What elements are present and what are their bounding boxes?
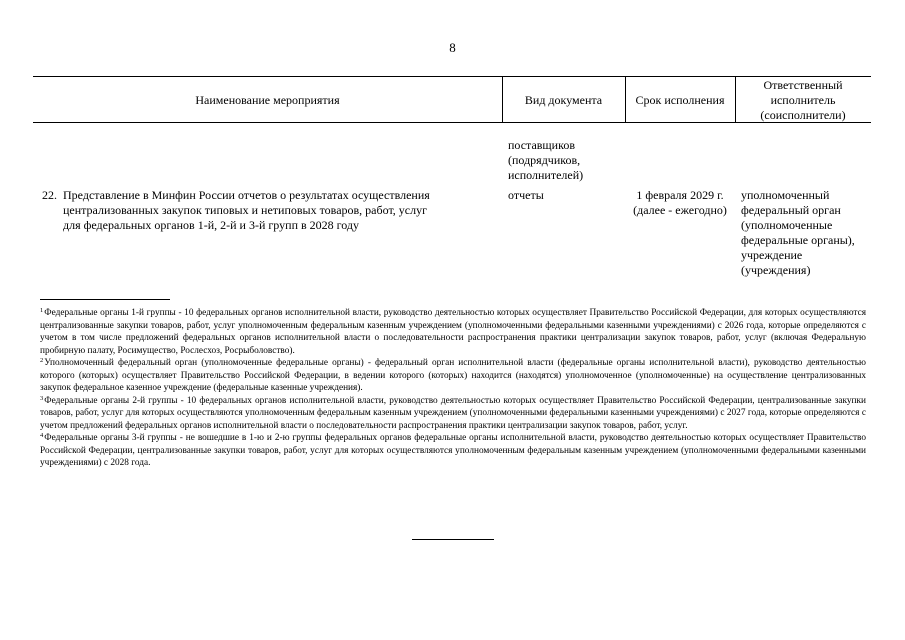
row-deadline: 1 февраля 2029 г. (далее - ежегодно) [633,188,727,217]
footnote-3 [40,395,866,433]
footnote-mark: 2 [40,357,44,364]
footnote-mark: 4 [40,432,44,439]
row-number: 22. [42,188,57,202]
header-responsible: Ответственный исполнитель (соисполнители) [760,78,846,122]
footnotes [40,307,866,470]
table-top-border [33,76,871,77]
row-responsible: уполномоченный федеральный орган (уполномоченные федеральные органы), учреждение (учреждения) [741,188,855,277]
footnote-mark: 1 [40,307,44,314]
header-doc-type: Вид документа [524,93,603,107]
footnote-1 [40,307,866,357]
header-deadline: Срок исполнения [635,93,725,107]
row-doc-type: отчеты [508,188,544,202]
row-measure-name: Представление в Минфин России отчетов о результатах осуществления централизованных закупок типовых и нетиповых товаров, работ, услуг для федеральных органов 1-й, 2-й и 3-й групп в 2028 году [63,188,430,232]
footnote-text: Уполномоченный федеральный орган (уполномоченные федеральные органы) - федеральный орган исполнительной власти (федеральные органы исполнительной власти), руководство деятельностью которого (которых) осуществляет Правительство Российской Федерации, в ведении которого (которых) находится (находятся) уполномоченное (уполномоченные) на осуществление централизованных закупок федеральное казенное учреждение (федеральные казенные учреждения). [40,358,866,393]
footnote-mark: 3 [40,394,44,402]
page-number: 8 [449,40,456,55]
footnote-text: Федеральные органы 1-й группы - 10 федеральных органов исполнительной власти, руководство деятельностью которых осуществляет Правительство Российской Федерации, для которых осуществляются централизованные закупки товаров, работ, услуг уполномоченным федеральным казенным учреждением (уполномоченными федеральными казенными учреждениями) с 2026 года, которые определяются с учетом в том числе предложений федеральных органов исполнительной власти о последовательности распространения практики централизации закупок товаров, работ, услуг (включая Федеральную пробирную палату, Росимущество, Рослесхоз, Росрыболовство). [40,308,866,356]
footnote-4 [40,432,866,470]
footnote-text: Федеральные органы 2-й группы - 10 федеральных органов исполнительной власти, руководство деятельностью которых осуществляет Правительство Российской Федерации, централизованные закупки товаров, работ, услуг для которых осуществляются уполномоченным федеральным казенным учреждением (уполномоченными федеральными казенными учреждениями) с 2027 года, которые определяются с учетом предложений федеральных органов исполнительной власти о последовательности распространения практики централизации закупок товаров, работ, услуг. [40,395,866,431]
footnote-2 [40,357,866,395]
continued-doc-type: поставщиков (подрядчиков, исполнителей) [508,138,584,182]
header-name: Наименование мероприятия [195,93,340,107]
footnote-separator [40,299,170,300]
document-end-line [412,539,494,540]
footnote-text: Федеральные органы 3-й группы - не вошедшие в 1-ю и 2-ю группы федеральных органов федеральные органы исполнительной власти, руководство деятельностью которых осуществляет Правительство Российской Федерации, централизованные закупки товаров, работ, услуг для которых осуществляются уполномоченным федеральным казенным учреждением (уполномоченными федеральными казенными учреждениями) с 2028 года. [40,433,866,468]
